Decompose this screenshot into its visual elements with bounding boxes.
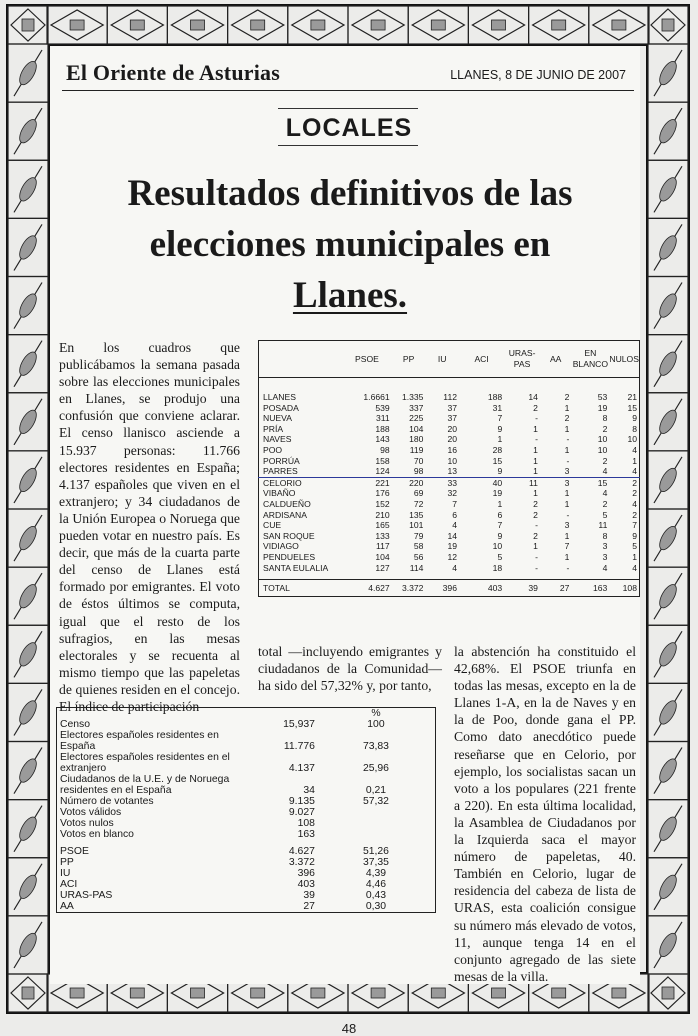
vote-cell: 112: [443, 392, 457, 402]
census-value: 11.776: [283, 741, 315, 752]
results-row: [259, 466, 640, 477]
vote-cell: -: [535, 520, 538, 531]
vote-cell: 10: [597, 434, 608, 445]
census-row: [57, 879, 436, 890]
vote-cell: 1: [533, 488, 538, 499]
census-percent: [317, 807, 436, 818]
results-header-cell: PP: [392, 341, 426, 378]
vote-cell: 2: [632, 509, 637, 520]
census-value: 9.027: [288, 807, 315, 818]
results-header-cell: AA: [540, 341, 571, 378]
vote-cell: 72: [413, 498, 424, 509]
vote-cell: 1: [564, 444, 570, 455]
vote-cell: 5: [497, 551, 503, 562]
results-header-cell: [259, 341, 343, 378]
vote-cell: 225: [409, 413, 424, 424]
results-row: [259, 456, 640, 467]
vote-cell: 32: [447, 488, 457, 499]
vote-cell: 1.335: [401, 392, 424, 402]
census-row: [57, 719, 436, 730]
location-cell: SANTA EULALIA: [263, 562, 329, 573]
vote-cell: 13: [425, 466, 459, 477]
census-percent: 37,35: [362, 857, 389, 868]
vote-cell: -: [566, 455, 570, 466]
census-percent: 0,21: [365, 785, 387, 796]
results-header-cell: EN BLANCO: [571, 341, 609, 378]
census-value: 27: [303, 901, 315, 912]
vote-cell: 20: [447, 423, 457, 434]
vote-cell: 98: [380, 444, 390, 455]
vote-cell: 70: [413, 455, 424, 466]
census-row: [57, 846, 436, 857]
vote-cell: 4: [452, 562, 457, 573]
vote-cell: 3: [602, 541, 608, 552]
vote-cell: 19: [447, 541, 457, 552]
article-column-2: total —incluyendo emigrantes y ciudadanos de la Comunidad— ha sido del 57,32% y, por tanto,: [258, 644, 442, 694]
results-table: [258, 340, 640, 597]
vote-cell: 16: [447, 444, 457, 455]
census-value: 396: [297, 868, 315, 879]
vote-cell: 40: [492, 477, 503, 488]
vote-cell: 133: [375, 530, 390, 541]
vote-cell: -: [535, 434, 538, 445]
census-label: ACI: [60, 879, 78, 890]
vote-cell: 1: [533, 455, 538, 466]
location-cell: PORRÚA: [263, 455, 300, 466]
census-label: Votos en blanco: [60, 829, 134, 840]
vote-cell: 4: [632, 444, 637, 455]
vote-cell: 9: [632, 413, 637, 424]
vote-cell: 4: [609, 466, 639, 477]
vote-cell: 7: [564, 541, 570, 552]
spacer-row: [259, 378, 640, 393]
location-cell: CUE: [263, 520, 282, 531]
vote-cell: 3: [602, 551, 608, 562]
census-label: IU: [60, 868, 71, 879]
results-header-row: [259, 341, 640, 378]
headline-line: Llanes.: [292, 275, 408, 316]
vote-cell: 188: [487, 392, 503, 402]
vote-cell: 1: [497, 434, 503, 445]
vote-cell: 9: [459, 466, 504, 477]
location-cell: PRÍA: [263, 423, 284, 434]
vote-cell: 2: [632, 477, 637, 488]
vote-cell: 117: [376, 541, 390, 552]
census-row: [57, 857, 436, 868]
census-value: 108: [297, 818, 315, 829]
census-percent: 100: [367, 719, 385, 730]
vote-cell: 8: [602, 530, 608, 541]
census-table: [56, 707, 436, 913]
location-cell: LLANES: [263, 392, 296, 402]
total-cell: 27: [540, 580, 571, 597]
vote-cell: 124: [342, 466, 391, 477]
vote-cell: 14: [447, 530, 457, 541]
census-percent: 4,39: [365, 868, 387, 879]
total-cell: 163: [571, 580, 609, 597]
census-value: 403: [297, 879, 315, 890]
census-percent: 0,30: [365, 901, 387, 912]
vote-cell: 1: [504, 466, 540, 477]
vote-cell: 4: [571, 466, 609, 477]
total-cell: 4.627: [342, 580, 391, 597]
census-row: [57, 774, 436, 796]
census-percent: 51,26: [362, 846, 389, 857]
vote-cell: 127: [375, 562, 390, 573]
percent-header: %: [371, 708, 381, 719]
vote-cell: 5: [632, 541, 637, 552]
vote-cell: 20: [447, 434, 457, 445]
vote-cell: 8: [632, 423, 637, 434]
vote-cell: 3: [564, 477, 570, 488]
vote-cell: 98: [392, 466, 426, 477]
vote-cell: 114: [409, 562, 424, 573]
location-cell: PENDUELES: [263, 551, 316, 562]
location-cell: VIBAÑO: [263, 488, 296, 499]
vote-cell: 119: [409, 444, 424, 455]
vote-cell: 158: [375, 455, 390, 466]
vote-cell: 2: [602, 423, 608, 434]
results-row: [259, 392, 640, 403]
vote-cell: 2: [564, 392, 570, 402]
census-label: Ciudadanos de la U.E. y de Noruega residentes en el España: [60, 774, 230, 796]
census-value: 9.135: [288, 796, 315, 807]
census-header-row: [57, 708, 436, 720]
vote-cell: 1: [533, 444, 538, 455]
vote-cell: 165: [375, 520, 390, 531]
vote-cell: 2: [533, 402, 538, 413]
vote-cell: 220: [409, 477, 424, 488]
census-label: Electores españoles residentes en el extranjero: [60, 752, 230, 774]
vote-cell: 143: [375, 434, 390, 445]
vote-cell: 7: [497, 413, 503, 424]
location-cell: NUEVA: [263, 413, 292, 424]
vote-cell: 135: [409, 509, 424, 520]
headline-line: elecciones municipales en: [149, 224, 551, 265]
vote-cell: -: [535, 551, 538, 562]
results-header-cell: PSOE: [342, 341, 391, 378]
vote-cell: 4: [452, 520, 457, 531]
vote-cell: 9: [632, 530, 637, 541]
location-cell: POO: [263, 444, 283, 455]
vote-cell: 37: [447, 413, 457, 424]
census-percent: 73,83: [362, 741, 389, 752]
census-value: 34: [303, 785, 315, 796]
results-header-cell: URAS-PAS: [504, 341, 540, 378]
results-row: [259, 434, 640, 445]
vote-cell: 2: [533, 498, 538, 509]
vote-cell: 3: [564, 520, 570, 531]
vote-cell: 5: [602, 509, 608, 520]
vote-cell: 28: [492, 444, 503, 455]
results-row: [259, 424, 640, 435]
vote-cell: 18: [492, 562, 503, 573]
census-label: URAS-PAS: [60, 890, 113, 901]
section-title: LOCALES: [285, 114, 413, 142]
location-cell: SAN ROQUE: [263, 530, 315, 541]
dateline: LLANES, 8 DE JUNIO DE 2007: [450, 68, 626, 82]
vote-cell: 539: [375, 402, 390, 413]
census-row: [57, 807, 436, 818]
census-label: Votos válidos: [60, 807, 122, 818]
vote-cell: 1: [497, 498, 503, 509]
census-row: [57, 890, 436, 901]
results-row: [259, 531, 640, 542]
vote-cell: 31: [492, 402, 503, 413]
results-row: [259, 552, 640, 563]
census-value: 15,937: [283, 719, 315, 730]
census-row: [57, 868, 436, 879]
location-cell: CELORIO: [263, 477, 302, 488]
location-cell: ARDISANA: [263, 509, 307, 520]
vote-cell: 311: [376, 413, 390, 424]
census-row: [57, 829, 436, 840]
article-column-1: En los cuadros que publicábamos la semana pasada sobre las elecciones municipales en Llanes, se produjo una confusión que conviene aclarar. El censo llanisco asciende a 15.937 personas: 11.766 electores residentes en España; 4.137 españoles que viven en el extranjero; y 34 ciudadanos de la Unión Europea o Noruega que pueden votar en nuestro país. Es decir, que más de la cuarta parte del censo de Llanes está formado por emigrantes. El voto de éstos últimos se computa, igual que el resto de los sufragios, en las mesas electorales y se recuenta al mismo tiempo que las papeletas de quienes residen en el concejo. El índice de participación: [59, 340, 240, 714]
census-row: [57, 796, 436, 807]
census-row: [57, 818, 436, 829]
results-total-row: [259, 580, 640, 597]
total-cell: 39: [504, 580, 540, 597]
total-cell: 108: [609, 580, 639, 597]
census-percent: 0,43: [365, 890, 387, 901]
census-label: AA: [60, 901, 74, 912]
results-row: [259, 510, 640, 521]
vote-cell: 7: [452, 498, 457, 509]
vote-cell: 4: [632, 498, 637, 509]
vote-cell: 19: [597, 402, 608, 413]
vote-cell: 69: [413, 488, 424, 499]
section-rule-bottom: [278, 145, 418, 146]
vote-cell: 1: [564, 402, 570, 413]
vote-cell: 33: [447, 477, 457, 488]
census-value: 3.372: [288, 857, 315, 868]
vote-cell: 2: [533, 530, 538, 541]
vote-cell: 4: [602, 562, 608, 573]
census-value: 4.627: [288, 846, 315, 857]
census-label: Votos nulos: [60, 818, 114, 829]
results-row: [259, 520, 640, 531]
results-header-cell: IU: [425, 341, 459, 378]
vote-cell: 2: [632, 488, 637, 499]
results-row: [259, 413, 640, 424]
vote-cell: 10: [627, 434, 637, 445]
vote-cell: 56: [413, 551, 424, 562]
vote-cell: 79: [413, 530, 424, 541]
vote-cell: -: [535, 413, 538, 424]
location-cell: CALDUEÑO: [263, 498, 311, 509]
vote-cell: 180: [409, 434, 424, 445]
results-row: [259, 477, 640, 488]
vote-cell: 104: [409, 423, 424, 434]
vote-cell: 4: [632, 562, 637, 573]
total-cell: 396: [425, 580, 459, 597]
vote-cell: 1: [533, 423, 538, 434]
vote-cell: 53: [597, 392, 608, 402]
vote-cell: -: [566, 562, 570, 573]
article-column-3: la abstención ha constituido el 42,68%. El PSOE triunfa en todas las mesas, excepto en la de Llanes 1-A, en la de Naves y en la de Poo, donde gana el PP. Como dato anecdótico puede reseñarse que en Celorio, por ejemplo, los socialistas sacan un voto a los populares (221 frente a 220). En esta última localidad, la Asamblea de Ciudadanos por la Izquierda saca el mayor número de papeletas, 40. También en Celorio, lugar de residencia del cabeza de lista de URAS, esta coalición consigue su número más elevado de votos, 11, aunque tenga 14 en el conjunto agregado de las siete mesas de la villa.: [454, 644, 636, 984]
vote-cell: 11: [529, 477, 538, 488]
vote-cell: 210: [375, 509, 390, 520]
vote-cell: 8: [602, 413, 608, 424]
vote-cell: 1: [632, 551, 637, 562]
vote-cell: 10: [492, 541, 503, 552]
vote-cell: 9: [497, 423, 503, 434]
census-percent: [317, 829, 436, 840]
location-cell: NAVES: [263, 434, 292, 445]
vote-cell: 1: [564, 423, 570, 434]
total-cell: 3.372: [392, 580, 426, 597]
vote-cell: 9: [497, 530, 503, 541]
total-cell: 403: [459, 580, 504, 597]
vote-cell: 1: [564, 530, 570, 541]
vote-cell: 12: [447, 551, 457, 562]
vote-cell: 1: [533, 541, 538, 552]
vote-cell: 3: [540, 466, 571, 477]
census-percent: 25,96: [362, 763, 389, 774]
vote-cell: 2: [533, 509, 538, 520]
vote-cell: 2: [602, 455, 608, 466]
vote-cell: 2: [602, 498, 608, 509]
vote-cell: 1: [564, 551, 570, 562]
vote-cell: 7: [497, 520, 503, 531]
vote-cell: 21: [627, 392, 637, 402]
census-value: 4.137: [288, 763, 315, 774]
page-number: 48: [341, 1021, 357, 1036]
results-row: [259, 499, 640, 510]
section-rule-top: [278, 108, 418, 109]
location-cell: VIDIAGO: [263, 541, 299, 552]
vote-cell: 15: [492, 455, 503, 466]
vote-cell: 2: [564, 413, 570, 424]
vote-cell: 7: [632, 520, 637, 531]
census-label: Número de votantes: [60, 796, 154, 807]
vote-cell: 221: [375, 477, 390, 488]
vote-cell: 10: [447, 455, 457, 466]
vote-cell: 11: [598, 520, 608, 531]
census-percent: 57,32: [362, 796, 389, 807]
census-label: PSOE: [60, 846, 89, 857]
header-rule: [62, 90, 634, 91]
vote-cell: 1: [632, 455, 637, 466]
results-row: [259, 488, 640, 499]
vote-cell: 1: [564, 488, 570, 499]
results-row: [259, 403, 640, 414]
results-header-cell: NULOS: [609, 341, 639, 378]
vote-cell: 6: [497, 509, 503, 520]
results-row: [259, 445, 640, 456]
census-label: Censo: [60, 719, 91, 730]
vote-cell: 337: [409, 402, 424, 413]
vote-cell: -: [566, 434, 570, 445]
census-percent: 4,46: [365, 879, 387, 890]
vote-cell: 10: [597, 444, 608, 455]
headline: [80, 168, 620, 321]
vote-cell: 1.6661: [363, 392, 390, 402]
results-header-cell: ACI: [459, 341, 504, 378]
headline-line: Resultados definitivos de las: [127, 173, 573, 214]
total-label: TOTAL: [259, 580, 343, 597]
census-value: 39: [303, 890, 315, 901]
location-cell: POSADA: [263, 402, 299, 413]
vote-cell: 176: [375, 488, 390, 499]
census-percent: [317, 818, 436, 829]
vote-cell: 19: [492, 488, 503, 499]
location-cell: PARRES: [259, 466, 343, 477]
results-row: [259, 563, 640, 574]
vote-cell: 37: [447, 402, 457, 413]
vote-cell: -: [566, 509, 570, 520]
vote-cell: 58: [413, 541, 424, 552]
census-row: [57, 752, 436, 774]
vote-cell: 14: [528, 392, 538, 402]
census-value: 163: [297, 829, 315, 840]
census-row: [57, 901, 436, 913]
vote-cell: 15: [627, 402, 637, 413]
census-row: [57, 730, 436, 752]
vote-cell: -: [535, 562, 538, 573]
census-label: PP: [60, 857, 74, 868]
results-row: [259, 541, 640, 552]
vote-cell: 188: [375, 423, 390, 434]
vote-cell: 101: [409, 520, 424, 531]
vote-cell: 104: [375, 551, 390, 562]
vote-cell: 4: [602, 488, 608, 499]
census-label: Electores españoles residentes en España: [60, 730, 219, 752]
vote-cell: 1: [564, 498, 570, 509]
vote-cell: 152: [375, 498, 390, 509]
vote-cell: 6: [452, 509, 457, 520]
newspaper-name: El Oriente de Asturias: [66, 60, 281, 85]
vote-cell: 15: [597, 477, 608, 488]
